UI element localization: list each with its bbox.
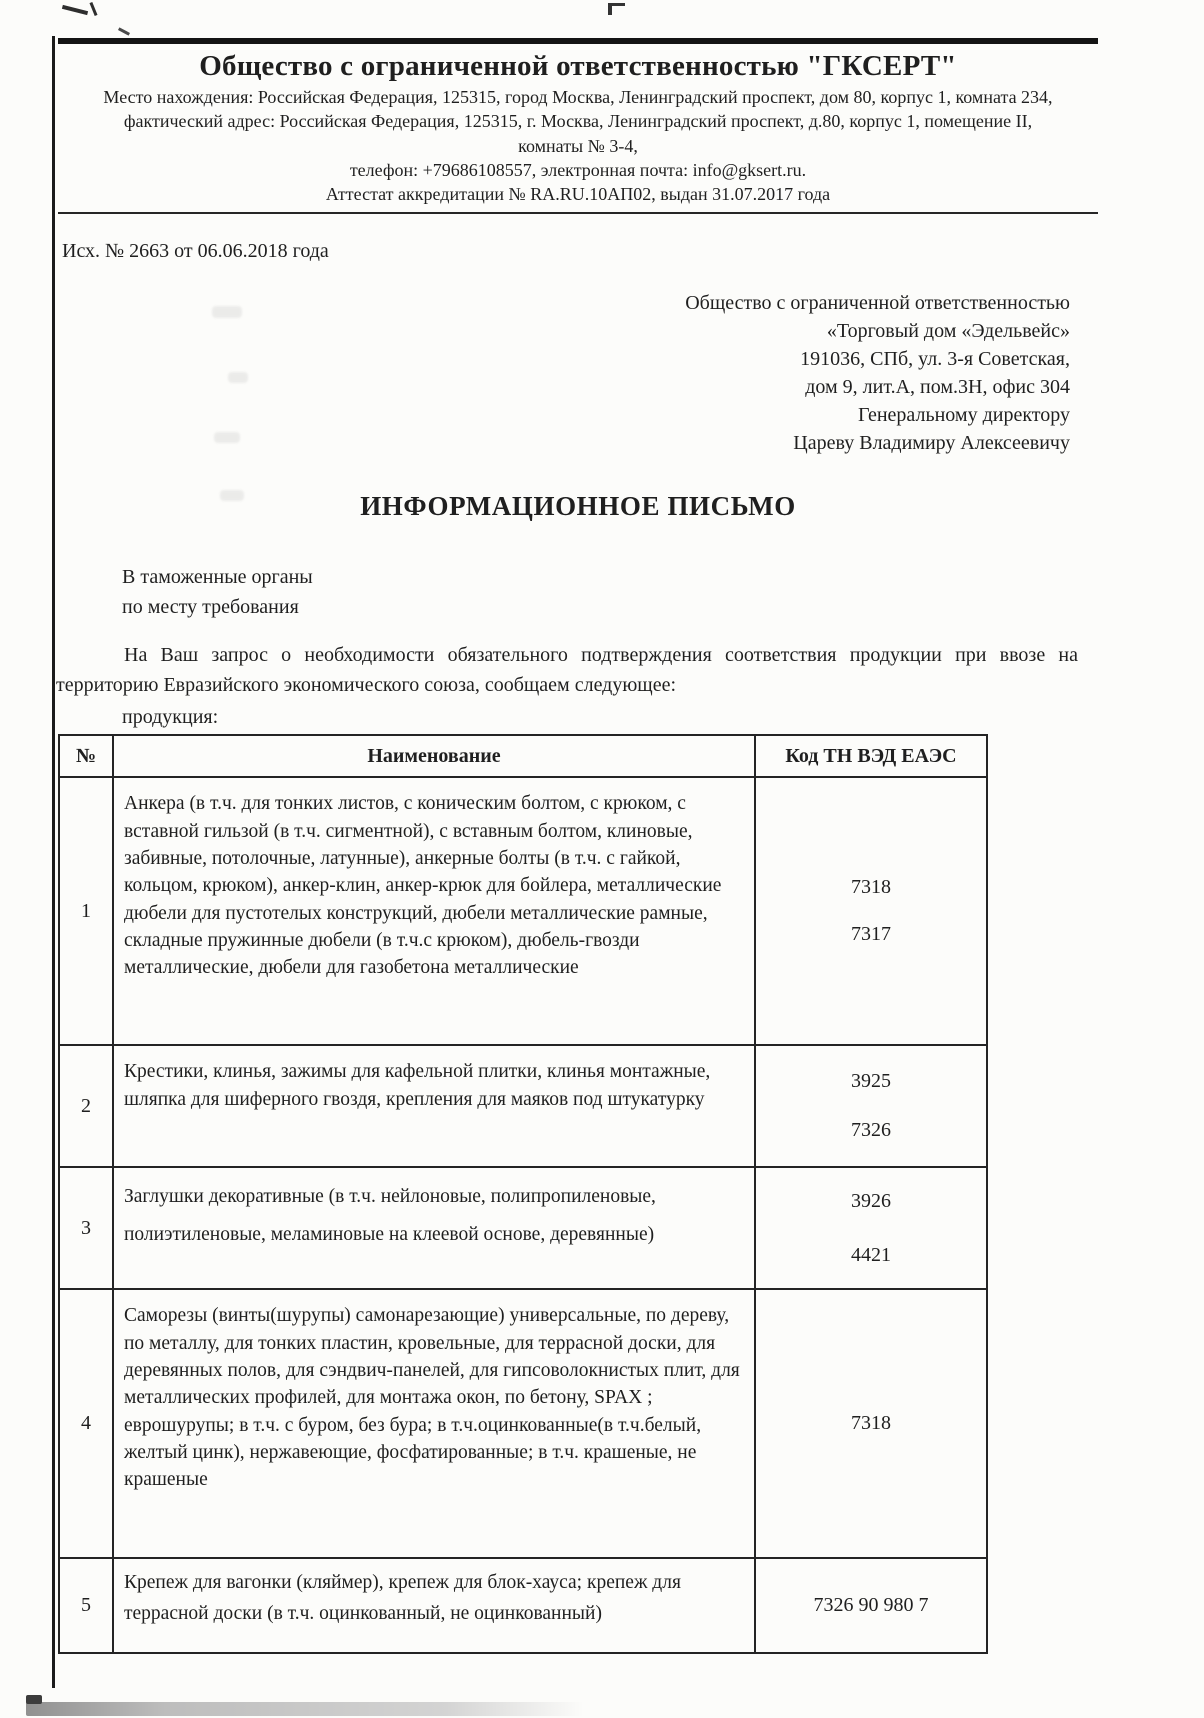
row-number: 2 <box>59 1045 113 1167</box>
letterhead <box>58 38 1098 214</box>
outgoing-number: Исх. № 2663 от 06.06.2018 года <box>62 240 329 263</box>
recipient-line: дом 9, лит.А, пом.3Н, офис 304 <box>805 376 1070 399</box>
row-number: 5 <box>59 1558 113 1653</box>
recipient-line: «Торговый дом «Эдельвейс» <box>826 320 1070 343</box>
addressee-line-1: В таможенные органы <box>122 566 313 589</box>
row-number: 1 <box>59 777 113 1045</box>
tn-ved-code: 7326 <box>851 1119 891 1142</box>
row-product-name: Саморезы (винты(шурупы) самонарезающие) универсальные, по дереву, по металлу, для тонких пластин, кровельные, для террасной доски, для деревянных полов, для сэндвич-панелей, для гипсоволокнистых плит, для металлических профилей, для монтажа окон, по бетону, SPAX ; еврошурупы; в т.ч. с буром, без бура; в т.ч.оцинкованные(в т.ч.белый, желтый цинк), нержавеющие, фосфатированные; в т.ч. крашеные, не крашеные <box>113 1289 755 1558</box>
row-product-name: Заглушки декоративные (в т.ч. нейлоновые, полипропиленовые, полиэтиленовые, меламиновые на клеевой основе, деревянные) <box>113 1167 755 1289</box>
row-product-name: Крестики, клинья, зажимы для кафельной плитки, клинья монтажные, шляпка для шиферного гвоздя, крепления для маяков под штукатурку <box>113 1045 755 1167</box>
scan-bottom-edge <box>26 1702 584 1716</box>
row-number: 4 <box>59 1289 113 1558</box>
letter-title: ИНФОРМАЦИОННОЕ ПИСЬМО <box>360 491 796 522</box>
row-code-cell <box>755 1045 987 1167</box>
row-product-name: Крепеж для вагонки (кляймер), крепеж для блок-хауса; крепеж для террасной доски (в т.ч. оцинкованный, не оцинкованный) <box>113 1558 755 1653</box>
org-contact-line: телефон: +79686108557, электронная почта: info@gksert.ru. <box>349 159 807 180</box>
row-product-name: Анкера (в т.ч. для тонких листов, с коническим болтом, с крюком, с вставной гильзой (в т.ч. сигментной), с вставным болтом, клиновые, забивные, потолочные, латунные), анкерные болты (в т.ч. с гайкой, кольцом, крюком), анкер-клин, анкер-крюк для бойлера, металлические дюбели для пустотелых конструкций, дюбели металлические рамные, складные пружинные дюбели (в т.ч.с крюком), дюбель-гвозди металлические, дюбели для газобетона металлические <box>113 777 755 1045</box>
recipient-block <box>0 289 1070 457</box>
scan-mark <box>89 2 97 16</box>
tn-ved-code: 3925 <box>851 1070 891 1093</box>
recipient-line: Общество с ограниченной ответственностью <box>685 292 1070 315</box>
row-code-cell <box>755 777 987 1045</box>
tn-ved-code: 3926 <box>851 1189 891 1212</box>
tn-ved-code: 7326 90 980 7 <box>813 1594 929 1617</box>
bleed-through-smudge <box>228 372 248 383</box>
scan-mark <box>608 3 625 15</box>
scan-mark <box>62 5 88 15</box>
addressee-line-2: по месту требования <box>122 596 299 619</box>
tn-ved-code: 7318 <box>851 876 891 899</box>
scan-mark <box>26 1695 42 1704</box>
addressee-block <box>122 562 1204 622</box>
table-row <box>59 777 987 1045</box>
table-row <box>59 1558 987 1653</box>
recipient-line: Генеральному директору <box>857 404 1070 427</box>
org-address-line-3: комнаты № 3-4, <box>518 135 638 156</box>
bleed-through-smudge <box>220 490 244 501</box>
table-row <box>59 1289 987 1558</box>
row-code-cell <box>755 1167 987 1289</box>
scan-edge-line <box>52 36 55 1688</box>
org-address-line-2: фактический адрес: Российская Федерация, 125315, г. Москва, Ленинградский проспект, д.80, корпус 1, помещение II, <box>123 111 1033 132</box>
recipient-line: Цареву Владимиру Алексеевичу <box>793 432 1070 455</box>
row-code-cell <box>755 1558 987 1653</box>
col-header-number: № <box>59 735 113 777</box>
org-name: Общество с ограниченной ответственностью "ГКСЕРТ" <box>199 50 957 82</box>
table-row <box>59 1167 987 1289</box>
org-accreditation-line: Аттестат аккредитации № RA.RU.10АП02, выдан 31.07.2017 года <box>325 184 831 205</box>
scan-mark <box>118 27 130 35</box>
bleed-through-smudge <box>212 306 242 318</box>
org-address-line-1: Место нахождения: Российская Федерация, 125315, город Москва, Ленинградский проспект, дом 80, корпус 1, комната 234, <box>103 87 1053 107</box>
recipient-line: 191036, СПб, ул. 3-я Советская, <box>800 348 1070 371</box>
row-code-cell <box>755 1289 987 1558</box>
col-header-code: Код ТН ВЭД ЕАЭС <box>755 735 987 777</box>
row-number: 3 <box>59 1167 113 1289</box>
tn-ved-code: 4421 <box>851 1243 891 1266</box>
bleed-through-smudge <box>214 432 240 443</box>
table-header-row <box>59 735 987 777</box>
tn-ved-code: 7317 <box>851 923 891 946</box>
col-header-name: Наименование <box>113 735 755 777</box>
table-row <box>59 1045 987 1167</box>
product-label: продукция: <box>122 706 219 729</box>
body-paragraph: На Ваш запрос о необходимости обязательного подтверждения соответствия продукции при ввозе на территорию Евразийского экономического союза, сообщаем следующее: <box>56 644 1078 697</box>
products-table <box>58 734 988 1654</box>
tn-ved-code: 7318 <box>851 1412 891 1435</box>
